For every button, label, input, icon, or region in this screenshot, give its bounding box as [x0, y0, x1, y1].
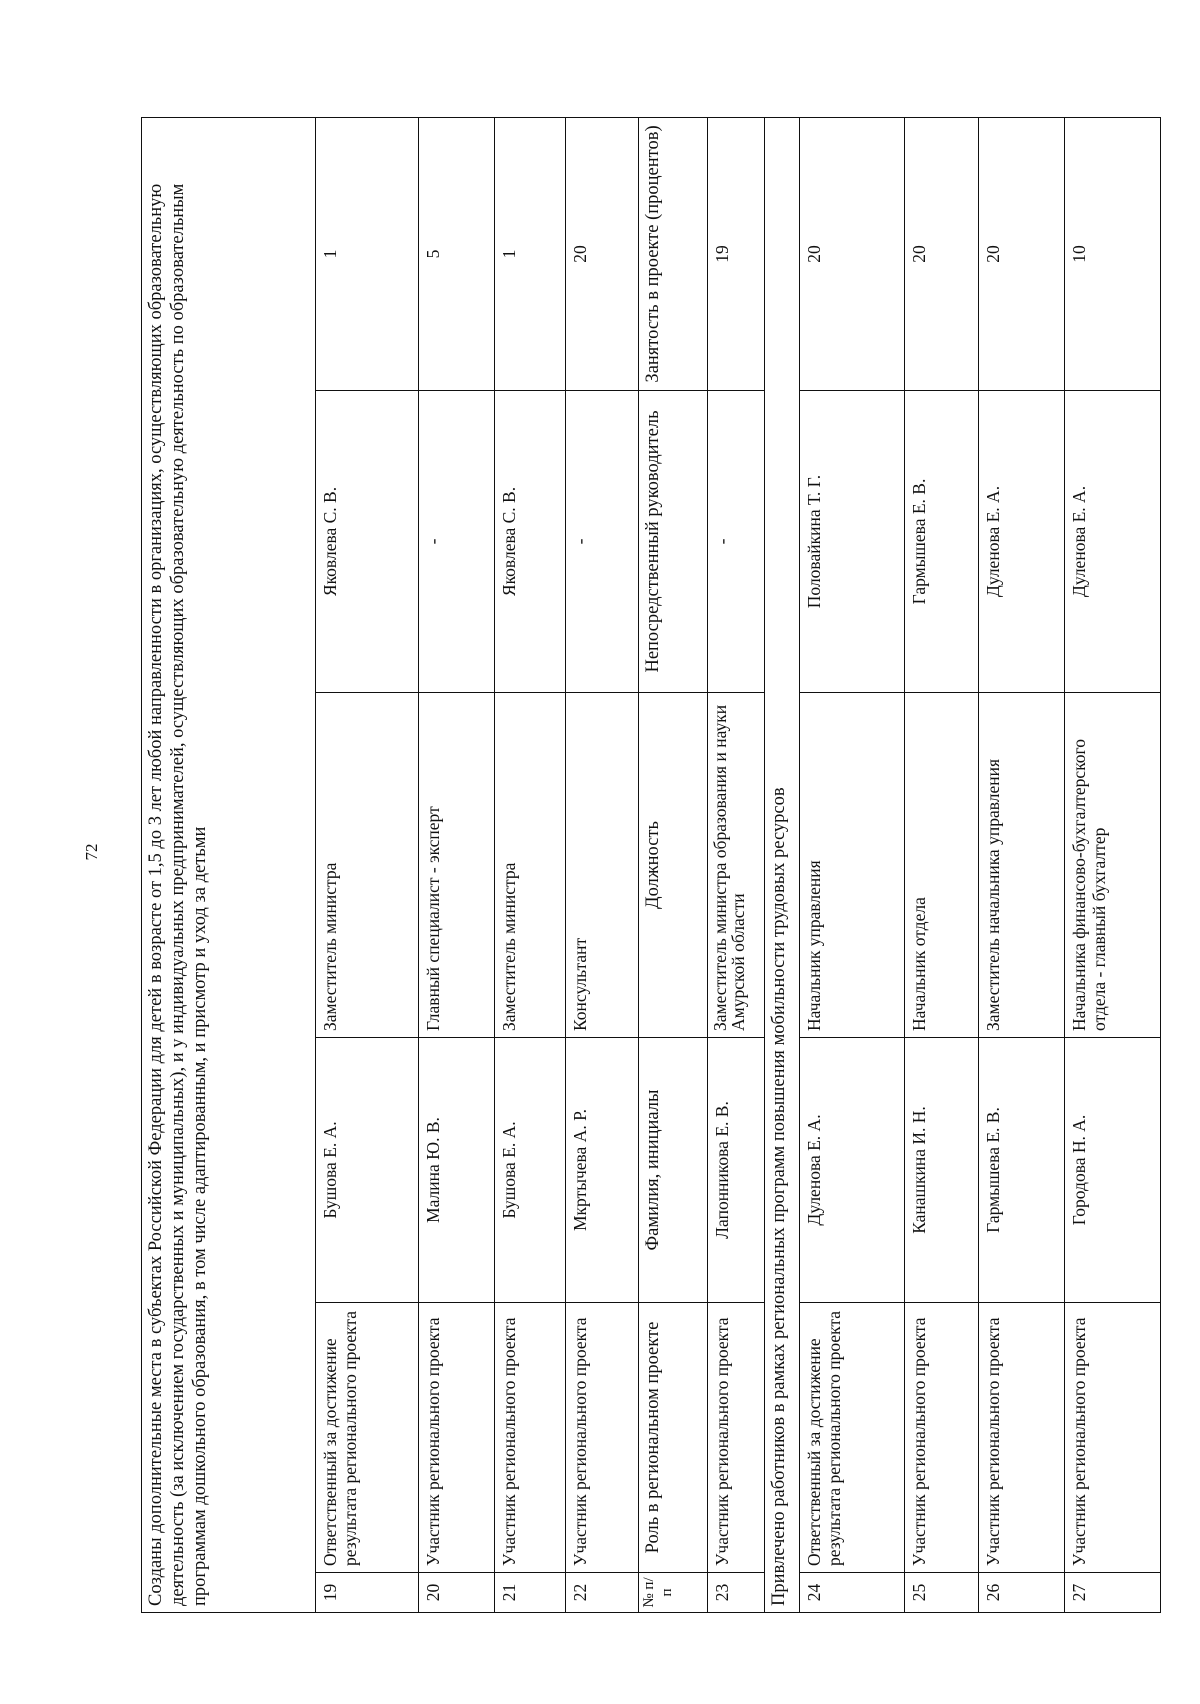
role-cell: Ответственный за достижение результата регионального проекта — [799, 1303, 904, 1573]
supervisor-cell: - — [565, 391, 638, 693]
position-cell: Заместитель начальника управления — [978, 693, 1064, 1038]
row-number: 21 — [494, 1573, 565, 1613]
position-cell: Заместитель министра — [316, 693, 419, 1038]
employment-cell: 20 — [799, 117, 904, 390]
employment-cell: 1 — [494, 117, 565, 390]
supervisor-cell: Яковлева С. В. — [316, 391, 419, 693]
position-cell: Главный специалист - эксперт — [419, 693, 495, 1038]
name-cell: Мкртычева А. Р. — [565, 1038, 638, 1303]
employment-cell: 20 — [978, 117, 1064, 390]
supervisor-cell: Дуленова Е. А. — [978, 391, 1064, 693]
row-number: 23 — [708, 1573, 765, 1613]
role-cell: Участник регионального проекта — [905, 1303, 978, 1573]
employment-cell: 20 — [565, 117, 638, 390]
role-cell: Участник регионального проекта — [708, 1303, 765, 1573]
row-number: 27 — [1064, 1573, 1160, 1613]
table-row — [316, 117, 419, 1612]
employment-cell: 20 — [905, 117, 978, 390]
row-number: 24 — [799, 1573, 904, 1613]
row-number: 25 — [905, 1573, 978, 1613]
section-row — [765, 117, 800, 1612]
role-cell: Участник регионального проекта — [978, 1303, 1064, 1573]
role-cell: Участник регионального проекта — [419, 1303, 495, 1573]
header-num: № п/п — [639, 1573, 708, 1613]
role-cell: Участник регионального проекта — [494, 1303, 565, 1573]
header-employment: Занятость в проекте (процентов) — [639, 117, 708, 390]
name-cell: Канашкина И. Н. — [905, 1038, 978, 1303]
row-number: 19 — [316, 1573, 419, 1613]
position-cell: Начальник отдела — [905, 693, 978, 1038]
name-cell: Городова Н. А. — [1064, 1038, 1160, 1303]
employment-cell: 19 — [708, 117, 765, 390]
table-header-row — [639, 117, 708, 1612]
role-cell: Ответственный за достижение результата регионального проекта — [316, 1303, 419, 1573]
supervisor-cell: Гармышева Е. В. — [905, 391, 978, 693]
page-number: 72 — [82, 843, 101, 861]
table-row — [565, 117, 638, 1612]
table-row — [978, 117, 1064, 1612]
table-row — [419, 117, 495, 1612]
name-cell: Малина Ю. В. — [419, 1038, 495, 1303]
header-role: Роль в региональном проекте — [639, 1303, 708, 1573]
name-cell: Дуленова Е. А. — [799, 1038, 904, 1303]
name-cell: Бушова Е. А. — [494, 1038, 565, 1303]
row-number: 26 — [978, 1573, 1064, 1613]
table-row — [1064, 117, 1160, 1612]
employment-cell: 1 — [316, 117, 419, 390]
table-row — [494, 117, 565, 1612]
employment-cell: 5 — [419, 117, 495, 390]
project-team-table — [141, 117, 1161, 1613]
table-row — [799, 117, 904, 1612]
section-title-2: Привлечено работников в рамках региональных программ повышения мобильности трудовых ресурсов — [765, 117, 800, 1612]
table-row — [905, 117, 978, 1612]
name-cell: Лапонникова Е. В. — [708, 1038, 765, 1303]
row-number: 20 — [419, 1573, 495, 1613]
supervisor-cell: - — [419, 391, 495, 693]
header-name: Фамилия, инициалы — [639, 1038, 708, 1303]
position-cell: Заместитель министра — [494, 693, 565, 1038]
section-row — [142, 117, 316, 1612]
role-cell: Участник регионального проекта — [565, 1303, 638, 1573]
section-title-1: Созданы дополнительные места в субъектах Российской Федерации для детей в возрасте от 1,5 до 3 лет любой направленности в организациях, осуществляющих образовательную деятельность (за исключением государственных и муниципальных), и у индивидуальных предпринимателей, осуществляющих образовательную деятельность по образовательным программам дошкольного образования, в том числе адаптированным, и присмотр и уход за детьми — [142, 117, 316, 1612]
position-cell: Заместитель министра образования и науки Амурской области — [708, 693, 765, 1038]
position-cell: Консультант — [565, 693, 638, 1038]
name-cell: Бушова Е. А. — [316, 1038, 419, 1303]
position-cell: Начальника финансово-бухгалтерского отдела - главный бухгалтер — [1064, 693, 1160, 1038]
header-supervisor: Непосредственный руководитель — [639, 391, 708, 693]
row-number: 22 — [565, 1573, 638, 1613]
rotated-sheet — [141, 118, 1161, 1613]
header-position: Должность — [639, 693, 708, 1038]
supervisor-cell: - — [708, 391, 765, 693]
supervisor-cell: Дуленова Е. А. — [1064, 391, 1160, 693]
position-cell: Начальник управления — [799, 693, 904, 1038]
table-row — [708, 117, 765, 1612]
employment-cell: 10 — [1064, 117, 1160, 390]
supervisor-cell: Половайкина Т. Г. — [799, 391, 904, 693]
name-cell: Гармышева Е. В. — [978, 1038, 1064, 1303]
supervisor-cell: Яковлева С. В. — [494, 391, 565, 693]
role-cell: Участник регионального проекта — [1064, 1303, 1160, 1573]
